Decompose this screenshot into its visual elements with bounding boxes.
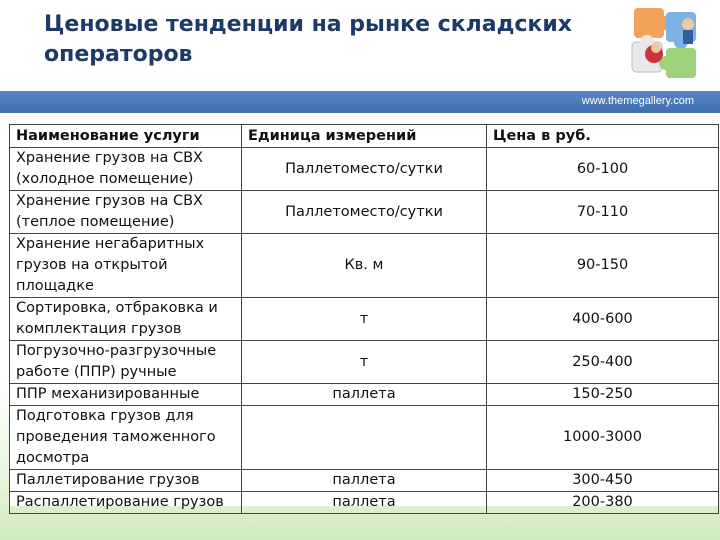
price-table: [9, 124, 719, 514]
table-header-row: [10, 125, 719, 148]
price-cell: 300-450: [487, 470, 719, 492]
unit-cell: [242, 406, 487, 470]
table-row: [10, 384, 719, 406]
table-row: [10, 191, 719, 234]
unit-cell: Паллетоместо/сутки: [242, 148, 487, 191]
service-cell: Хранение грузов на СВХ (теплое помещение): [10, 191, 242, 234]
price-cell: 1000-3000: [487, 406, 719, 470]
price-cell: 250-400: [487, 341, 719, 384]
unit-cell: Кв. м: [242, 234, 487, 298]
header-band: [0, 91, 720, 113]
service-cell: Хранение грузов на СВХ (холодное помещение): [10, 148, 242, 191]
unit-cell: паллета: [242, 384, 487, 406]
unit-cell: т: [242, 341, 487, 384]
price-table-container: [9, 124, 718, 510]
header-unit: Единица измерений: [242, 125, 487, 148]
unit-cell: паллета: [242, 470, 487, 492]
slide-title: Ценовые тенденции на рынке складских операторов: [44, 12, 572, 67]
table-row: [10, 148, 719, 191]
table-row: [10, 298, 719, 341]
header-service: Наименование услуги: [10, 125, 242, 148]
service-cell: Хранение негабаритных грузов на открытой площадке: [10, 234, 242, 298]
price-cell: 60-100: [487, 148, 719, 191]
table-row: [10, 406, 719, 470]
table-row: [10, 470, 719, 492]
price-cell: 400-600: [487, 298, 719, 341]
unit-cell: т: [242, 298, 487, 341]
unit-cell: Паллетоместо/сутки: [242, 191, 487, 234]
service-cell: Сортировка, отбраковка и комплектация грузов: [10, 298, 242, 341]
price-cell: 70-110: [487, 191, 719, 234]
table-row: [10, 492, 719, 514]
puzzle-people-logo: [604, 2, 716, 88]
price-cell: 90-150: [487, 234, 719, 298]
service-cell: Паллетирование грузов: [10, 470, 242, 492]
service-cell: Погрузочно-разгрузочные работе (ППР) ручные: [10, 341, 242, 384]
price-cell: 200-380: [487, 492, 719, 514]
price-cell: 150-250: [487, 384, 719, 406]
unit-cell: паллета: [242, 492, 487, 514]
theme-url: www.themegallery.com: [581, 95, 694, 107]
service-cell: Распаллетирование грузов: [10, 492, 242, 514]
header-price: Цена в руб.: [487, 125, 719, 148]
service-cell: ППР механизированные: [10, 384, 242, 406]
table-row: [10, 234, 719, 298]
table-row: [10, 341, 719, 384]
service-cell: Подготовка грузов для проведения таможенного досмотра: [10, 406, 242, 470]
